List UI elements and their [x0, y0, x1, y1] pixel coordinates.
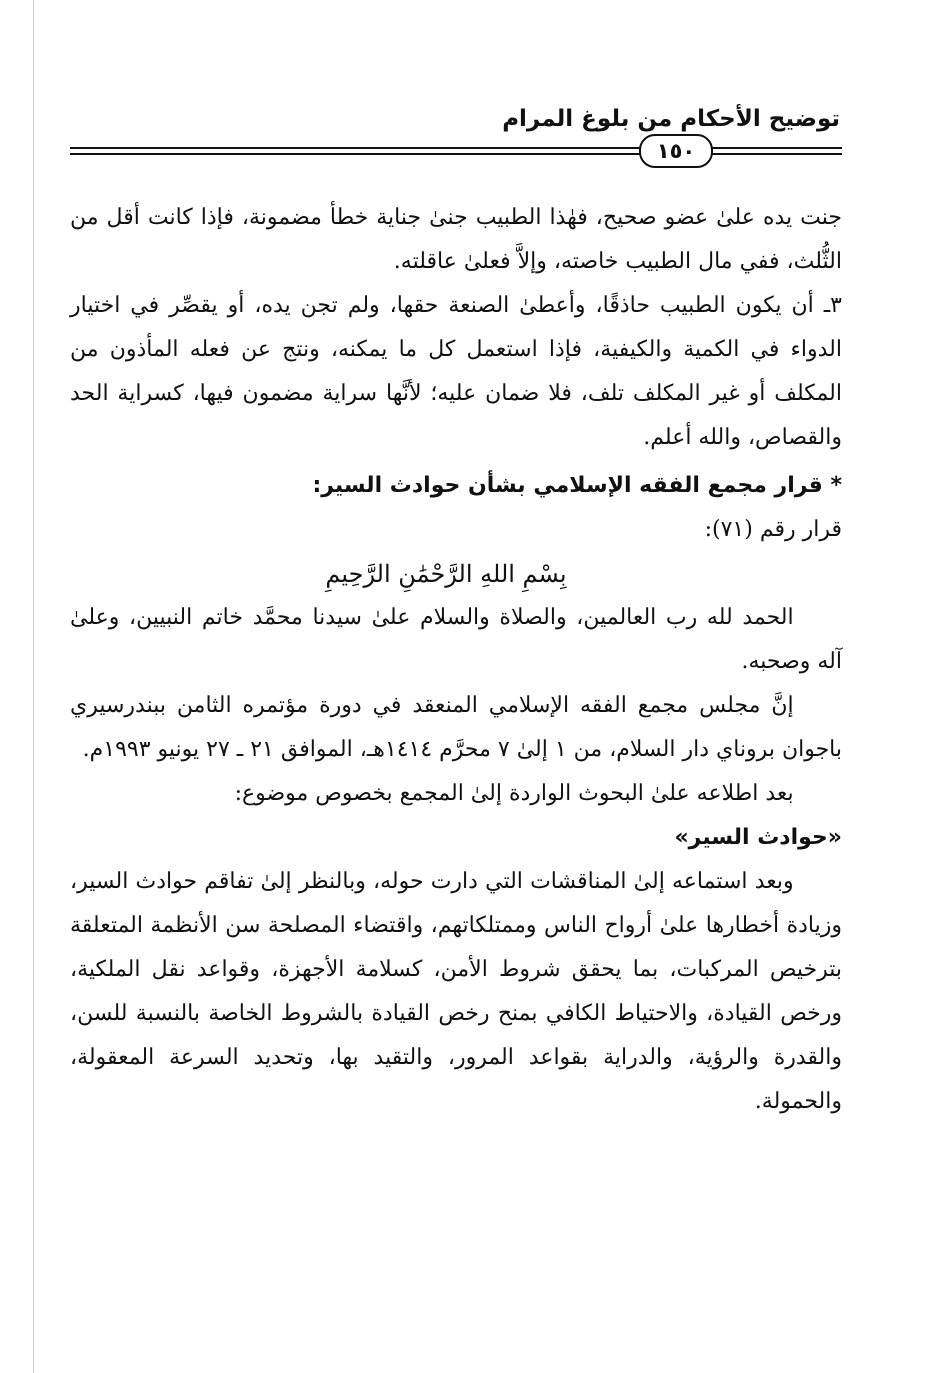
paragraph-continuation: جنت يده علىٰ عضو صحيح، فهٰذا الطبيب جنىٰ جناية خطأ مضمونة، فإذا كانت أقل من الثُّلث، ففي مال الطبيب خاصته، وإلاَّ فعلىٰ عاقلته.: [70, 205, 842, 274]
book-title: توضيح الأحكام من بلوغ المرام: [502, 106, 840, 132]
header-rule-top: [70, 147, 842, 149]
section-heading: * قرار مجمع الفقه الإسلامي بشأن حوادث السير:: [312, 473, 842, 498]
paragraph-praise: الحمد لله رب العالمين، والصلاة والسلام علىٰ سيدنا محمَّد خاتم النبيين، وعلىٰ آله وصحبه.: [70, 605, 842, 674]
header-rule-bottom: [70, 153, 842, 155]
paragraph-discussion: وبعد استماعه إلىٰ المناقشات التي دارت حوله، وبالنظر إلىٰ تفاقم حوادث السير، وزيادة أخطارها علىٰ أرواح الناس وممتلكاتهم، واقتضاء المصلحة سن الأنظمة المتعلقة بترخيص المركبات، بما يحقق شروط الأمن، كسلامة الأجهزة، وقواعد نقل الملكية، ورخص القيادة، والاحتياط الكافي بمنح رخص القيادة بالشروط الخاصة بالنسبة للسن، والقدرة والرؤية، والدراية بقواعد المرور، والتقيد بها، وتحديد السرعة المعقولة، والحمولة.: [70, 869, 842, 1114]
topic-title: «حوادث السير»: [674, 825, 842, 850]
page-body: [70, 196, 842, 1124]
paragraph-council: إنَّ مجلس مجمع الفقه الإسلامي المنعقد في دورة مؤتمره الثامن ببندرسيري باجوان بروناي دار السلام، من ١ إلىٰ ٧ محرَّم ١٤١٤هـ، الموافق ٢١ ـ ٢٧ يونيو ١٩٩٣م.: [70, 693, 842, 762]
scan-edge-line: [33, 0, 34, 1373]
paragraph-condition-3: ٣ـ أن يكون الطبيب حاذقًا، وأعطىٰ الصنعة حقها، ولم تجن يده، أو يقصِّر في اختيار الدواء في الكمية والكيفية، فإذا استعمل كل ما يمكنه، ونتج عن فعله المأذون من المكلف أو غير المكلف تلف، فلا ضمان عليه؛ لأنَّها سراية مضمون فيها، كسراية الحد والقصاص، والله أعلم.: [70, 293, 842, 450]
paragraph-research: بعد اطلاعه علىٰ البحوث الواردة إلىٰ المجمع بخصوص موضوع:: [234, 781, 794, 806]
page-number: ١٥٠: [639, 134, 713, 168]
basmala: بِسْمِ اللهِ الرَّحْمَٰنِ الرَّحِيمِ: [325, 560, 567, 588]
decision-number: قرار رقم (٧١):: [704, 517, 842, 542]
